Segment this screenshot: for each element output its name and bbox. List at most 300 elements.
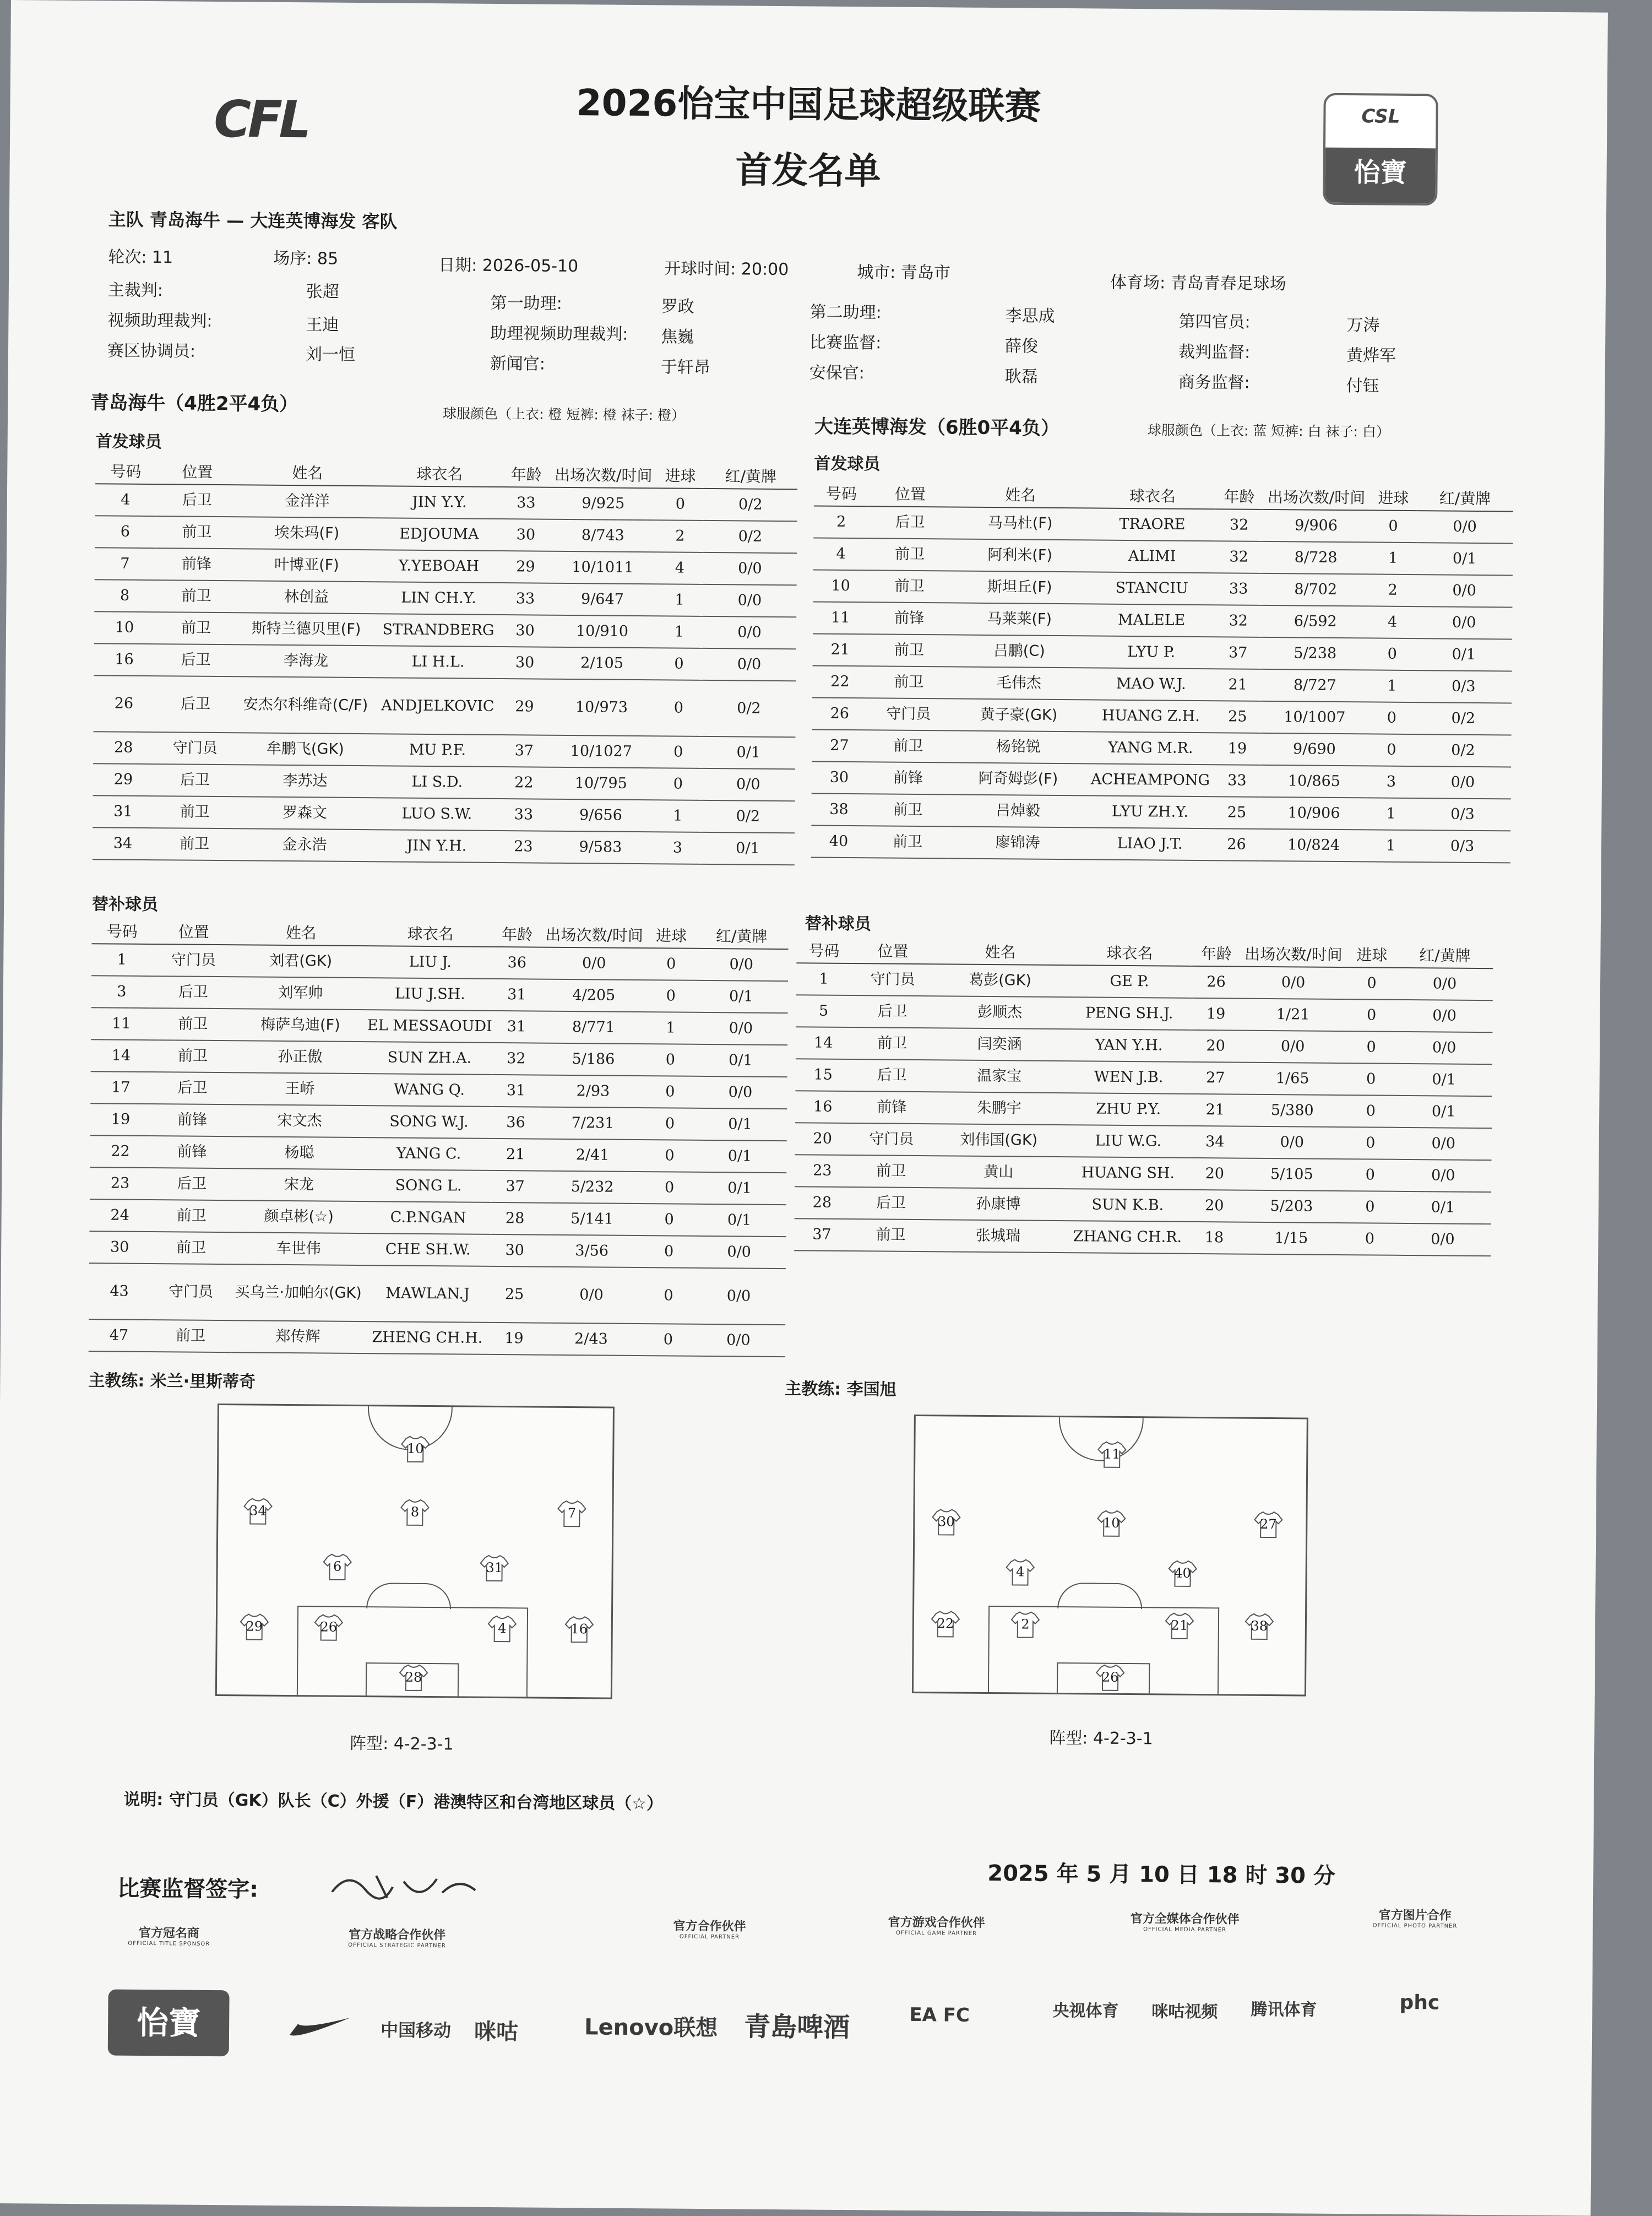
cell-number: 20	[795, 1123, 850, 1155]
cell-cards: 0/1	[701, 832, 795, 865]
cell-cards: 0/0	[692, 1268, 786, 1325]
cell-goals: 1	[1367, 798, 1414, 830]
cell-shirt-name: JIN Y.H.	[373, 830, 500, 863]
cell-appearances: 0/0	[1238, 1126, 1346, 1160]
jersey-icon	[1097, 1440, 1127, 1470]
player-row	[812, 665, 1512, 703]
official-value: 于轩昂	[660, 357, 710, 377]
cell-appearances: 4/205	[540, 979, 648, 1012]
cell-cards: 0/0	[703, 584, 796, 617]
player-row	[812, 729, 1511, 767]
cell-age: 20	[1192, 1030, 1239, 1063]
official-label: 商务监督:	[1178, 372, 1250, 393]
cell-goals: 0	[655, 680, 703, 736]
cell-appearances: 8/743	[549, 519, 656, 552]
cell-age: 29	[502, 551, 549, 583]
cell-goals: 0	[1346, 1127, 1395, 1160]
official-label: 第四官员:	[1178, 312, 1251, 332]
cell-appearances: 9/656	[547, 799, 654, 832]
player-row	[811, 825, 1510, 863]
cell-shirt-name: ZHENG CH.H.	[364, 1321, 491, 1354]
player-row	[90, 1167, 786, 1205]
sponsor-title-en: OFFICIAL PARTNER	[679, 1933, 740, 1941]
cell-position: 守门员	[867, 698, 950, 730]
cell-appearances: 9/925	[550, 487, 657, 521]
cell-appearances: 5/232	[539, 1171, 646, 1204]
cell-age: 34	[1192, 1126, 1238, 1158]
cell-name: 罗森文	[236, 797, 373, 830]
cell-goals: 0	[645, 1236, 692, 1268]
cell-number: 11	[91, 1007, 151, 1040]
cell-number: 16	[94, 643, 154, 676]
official-value: 李思成	[1005, 306, 1055, 326]
cell-number: 19	[90, 1103, 151, 1136]
penalty-arc	[366, 1583, 451, 1609]
cell-appearances: 1/15	[1237, 1222, 1345, 1255]
match-no: 场序: 85	[273, 248, 339, 269]
cell-name: 颜卓彬(☆)	[232, 1200, 365, 1233]
cell-position: 前卫	[868, 634, 950, 667]
col-position: 位置	[851, 938, 934, 964]
legend-note: 说明: 守门员（GK）队长（C）外援（F）港澳特区和台湾地区球员（☆）	[123, 1790, 664, 1814]
sponsor-title-en: OFFICIAL PHOTO PARTNER	[1372, 1922, 1458, 1930]
cell-position: 前锋	[150, 1136, 233, 1168]
cell-goals: 0	[1345, 1191, 1395, 1223]
cell-age: 20	[1191, 1158, 1238, 1190]
player-row	[89, 1319, 785, 1357]
official-value: 焦巍	[661, 327, 694, 347]
cell-cards: 0/2	[704, 489, 797, 521]
cell-name: 刘伟国(GK)	[933, 1124, 1065, 1157]
cell-name: 杨聪	[233, 1136, 365, 1169]
cell-position: 守门员	[851, 963, 934, 996]
away-subs-label: 替补球员	[805, 914, 872, 934]
cell-age: 30	[501, 647, 548, 679]
jersey-icon	[564, 1614, 594, 1644]
jersey-number: 28	[405, 1669, 422, 1685]
player-row	[94, 675, 796, 737]
cell-goals: 4	[656, 552, 703, 584]
col-appearances: 出场次数/时间	[1263, 484, 1370, 511]
cell-position: 前卫	[155, 516, 238, 549]
cell-age: 33	[1215, 573, 1262, 605]
cell-cards: 0/0	[692, 1236, 786, 1269]
cell-number: 26	[812, 697, 867, 730]
cell-cards: 0/1	[693, 1140, 786, 1173]
cell-position: 前卫	[155, 612, 237, 644]
cell-age: 21	[1214, 669, 1261, 701]
cell-cards: 0/0	[1396, 968, 1493, 1000]
cell-shirt-name: Y.YEBOAH	[376, 550, 502, 583]
cell-number: 22	[90, 1135, 150, 1168]
cell-appearances: 7/231	[539, 1107, 646, 1140]
col-name: 姓名	[238, 459, 376, 486]
cell-number: 2	[813, 506, 868, 538]
cell-goals: 0	[648, 948, 694, 980]
cell-number: 27	[812, 729, 867, 762]
cell-age: 26	[1193, 966, 1240, 999]
sponsor-title-cn: 官方冠名商	[138, 1926, 200, 1941]
cell-position: 前锋	[867, 762, 949, 794]
player-row	[90, 1135, 786, 1173]
page-subtitle: 首发名单	[735, 149, 881, 193]
cell-position: 前卫	[850, 1155, 932, 1188]
cell-shirt-name: ZHU P.Y.	[1065, 1093, 1192, 1126]
cell-goals: 1	[1370, 542, 1416, 575]
cell-shirt-name: ACHEAMPONG	[1087, 763, 1214, 797]
cell-age: 37	[501, 735, 547, 767]
cell-number: 4	[95, 484, 156, 516]
cell-goals: 0	[1345, 1223, 1394, 1255]
cell-cards: 0/0	[694, 949, 788, 981]
home-formation: 阵型: 4-2-3-1	[350, 1733, 454, 1754]
col-name: 姓名	[235, 919, 367, 946]
cell-number: 34	[93, 827, 153, 860]
cell-age: 19	[491, 1323, 537, 1355]
cell-position: 前卫	[866, 794, 949, 826]
official-label: 助理视频助理裁判:	[490, 323, 628, 344]
signature-label: 比赛监督签字:	[117, 1876, 259, 1903]
col-goals: 进球	[1347, 941, 1396, 968]
cell-name: 斯坦丘(F)	[950, 571, 1088, 604]
cell-number: 29	[93, 763, 154, 796]
cell-position: 前卫	[866, 826, 949, 858]
col-age: 年龄	[1216, 483, 1263, 510]
sponsor-logo-phc: phc	[1399, 1991, 1440, 2014]
cell-shirt-name: LIU W.G.	[1065, 1125, 1192, 1158]
player-row	[796, 1027, 1492, 1064]
official-label: 赛区协调员:	[107, 341, 196, 361]
col-shirt-name: 球衣名	[1066, 939, 1193, 966]
cell-goals: 2	[1369, 574, 1416, 606]
cell-number: 47	[89, 1319, 149, 1352]
cell-goals: 0	[648, 980, 694, 1012]
cell-age: 22	[501, 767, 547, 799]
csl-logo-text: CSL	[1361, 105, 1400, 128]
player-row	[95, 548, 797, 585]
jersey-number: 16	[570, 1621, 588, 1637]
cell-shirt-name: MU P.F.	[374, 734, 501, 767]
cell-shirt-name: JIN Y.Y.	[376, 486, 503, 519]
cell-shirt-name: GE P.	[1066, 965, 1193, 998]
cell-appearances: 10/795	[547, 767, 655, 800]
cell-cards: 0/0	[702, 648, 796, 681]
cell-name: 马莱莱(F)	[950, 603, 1088, 636]
cell-position: 后卫	[154, 676, 237, 733]
cell-position: 后卫	[152, 976, 235, 1009]
cell-age: 30	[502, 519, 549, 551]
cfl-logo: CFL	[213, 89, 308, 150]
official-label: 第二助理:	[809, 302, 882, 323]
cell-cards: 0/2	[1415, 734, 1511, 767]
csl-logo-brand: 怡寶	[1325, 148, 1436, 204]
cell-cards: 0/0	[692, 1324, 785, 1357]
cell-name: 孙康博	[932, 1188, 1064, 1221]
home-formation-pitch	[215, 1404, 615, 1699]
cell-shirt-name: LUO S.W.	[373, 798, 500, 831]
cell-number: 30	[89, 1231, 150, 1264]
away-coach: 主教练: 李国旭	[785, 1379, 896, 1400]
cell-name: 林创益	[237, 581, 375, 614]
player-row	[93, 827, 795, 865]
sponsor-logo-ea-fc: EA FC	[909, 2003, 970, 2027]
cell-goals: 0	[655, 648, 702, 680]
cell-name: 李海龙	[237, 644, 374, 678]
jersey-icon	[400, 1434, 430, 1464]
cell-number: 11	[813, 602, 868, 634]
swoosh-icon	[287, 2013, 353, 2041]
cell-appearances: 5/380	[1238, 1095, 1346, 1128]
sponsor-title	[1373, 1906, 1458, 1930]
cell-shirt-name: PENG SH.J.	[1066, 997, 1192, 1030]
cell-position: 后卫	[154, 764, 236, 797]
jersey-icon	[931, 1609, 960, 1639]
cell-goals: 0	[646, 1076, 693, 1108]
cell-position: 前卫	[868, 570, 950, 603]
jersey-icon	[557, 1499, 586, 1529]
jersey-number: 34	[249, 1503, 267, 1519]
cell-cards: 0/2	[701, 800, 795, 833]
cell-name: 斯特兰德贝里(F)	[237, 613, 375, 646]
sponsor-title-en: OFFICIAL STRATEGIC PARTNER	[348, 1942, 446, 1949]
cell-goals: 3	[654, 832, 701, 864]
cell-cards: 0/0	[703, 616, 796, 649]
cell-shirt-name: C.P.NGAN	[365, 1201, 491, 1234]
cell-cards: 0/3	[1414, 798, 1510, 831]
jersey-number: 10	[406, 1440, 424, 1456]
jersey-icon	[240, 1612, 269, 1641]
cell-name: 金永浩	[236, 828, 373, 862]
player-row	[813, 570, 1512, 607]
col-age: 年龄	[494, 921, 541, 947]
jersey-number: 8	[410, 1504, 420, 1520]
player-row	[93, 763, 795, 801]
jersey-icon	[399, 1663, 428, 1693]
cell-position: 后卫	[868, 506, 951, 539]
cell-goals: 1	[656, 616, 703, 648]
cell-cards: 0/0	[1395, 1128, 1492, 1160]
cell-cards: 0/0	[693, 1076, 787, 1109]
jersey-number: 21	[1171, 1617, 1188, 1633]
cell-goals: 4	[1369, 606, 1416, 638]
cell-number: 14	[796, 1027, 851, 1059]
cell-shirt-name: STRANDBERG	[375, 614, 502, 647]
cell-position: 前卫	[149, 1320, 232, 1352]
cell-number: 5	[796, 995, 851, 1027]
cell-age: 31	[493, 979, 540, 1011]
cell-appearances: 10/973	[548, 679, 656, 736]
cell-goals: 0	[1346, 1063, 1395, 1096]
cell-position: 前锋	[151, 1104, 233, 1136]
cell-shirt-name: SUN ZH.A.	[366, 1042, 493, 1075]
cell-shirt-name: WANG Q.	[366, 1074, 492, 1107]
cell-age: 37	[1215, 637, 1262, 669]
cell-name: 梅萨乌迪(F)	[234, 1009, 366, 1042]
away-kit-colors: 球服颜色（上衣: 蓝 短裤: 白 袜子: 白）	[1147, 422, 1390, 440]
player-row	[91, 944, 788, 981]
player-row	[813, 506, 1513, 543]
cell-name: 闫奕涵	[933, 1028, 1066, 1061]
cell-name: 阿利米(F)	[951, 539, 1089, 572]
cell-name: 吕焯毅	[949, 794, 1086, 827]
col-appearances: 出场次数/时间	[1240, 941, 1347, 968]
cell-appearances: 5/105	[1238, 1158, 1345, 1191]
player-row	[94, 643, 796, 681]
official-label: 比赛监督:	[809, 333, 882, 353]
jersey-number: 38	[1251, 1618, 1268, 1634]
cell-age: 31	[492, 1075, 539, 1107]
player-row	[796, 963, 1493, 1000]
jersey-icon	[479, 1553, 509, 1583]
cell-shirt-name: MAWLAN.J	[364, 1265, 491, 1323]
cell-number: 23	[90, 1167, 150, 1200]
sponsor-logo-lenovo: Lenovo联想	[584, 2014, 718, 2041]
cell-name: 牟鹏飞(GK)	[236, 733, 374, 766]
player-row	[796, 995, 1492, 1032]
cell-appearances: 9/690	[1260, 733, 1368, 766]
player-row	[811, 793, 1510, 831]
cell-cards: 0/1	[693, 1172, 786, 1205]
cell-appearances: 8/771	[540, 1011, 647, 1044]
cell-cards: 0/0	[1416, 511, 1513, 543]
player-row	[813, 633, 1512, 671]
cell-age: 21	[1192, 1094, 1238, 1126]
cell-age: 31	[493, 1011, 540, 1043]
cell-shirt-name: LIAO J.T.	[1086, 827, 1213, 860]
jersey-number: 7	[567, 1505, 577, 1521]
cell-appearances: 10/865	[1260, 765, 1368, 798]
cell-shirt-name: LI H.L.	[374, 646, 501, 679]
col-shirt-name: 球衣名	[1089, 482, 1216, 509]
cell-goals: 0	[1346, 999, 1396, 1032]
cell-age: 30	[502, 615, 548, 647]
jersey-icon	[1167, 1559, 1197, 1589]
player-row	[90, 1071, 787, 1109]
cell-age: 27	[1192, 1062, 1238, 1095]
cell-appearances: 10/1011	[549, 551, 656, 584]
col-appearances: 出场次数/时间	[541, 922, 648, 949]
cell-position: 前卫	[849, 1219, 932, 1251]
penalty-arc	[1057, 1583, 1142, 1609]
jersey-number: 6	[333, 1558, 342, 1574]
cell-shirt-name: SONG L.	[365, 1169, 492, 1202]
cell-position: 前卫	[153, 828, 236, 860]
col-number: 号码	[814, 480, 869, 506]
cell-age: 36	[493, 947, 540, 979]
cell-name: 阿奇姆彭(F)	[949, 762, 1087, 795]
cell-shirt-name: LIN CH.Y.	[375, 582, 502, 615]
official-label: 主裁判:	[107, 280, 164, 301]
cell-shirt-name: LIU J.	[367, 946, 493, 979]
sponsor-title-en: OFFICIAL MEDIA PARTNER	[1143, 1926, 1226, 1933]
cell-position: 前卫	[153, 796, 236, 828]
cell-name: 安杰尔科维奇(C/F)	[237, 676, 375, 734]
jersey-icon	[1245, 1612, 1274, 1641]
sponsor-title-cn: 官方图片合作	[1378, 1908, 1452, 1923]
cell-cards: 0/2	[703, 521, 797, 553]
away-starters-table	[811, 480, 1513, 863]
sponsor-logo-china-mobile: 中国移动	[380, 2019, 452, 2041]
cell-cards: 0/1	[692, 1204, 786, 1237]
official-label: 视频助理裁判:	[107, 311, 213, 331]
sponsor-title-cn: 官方游戏合作伙伴	[888, 1915, 985, 1930]
round: 轮次: 11	[108, 247, 173, 268]
cell-number: 10	[813, 570, 868, 602]
jersey-number: 2	[1021, 1616, 1030, 1632]
player-row	[91, 976, 788, 1013]
player-row	[813, 538, 1513, 575]
cell-cards: 0/2	[1415, 702, 1512, 735]
cell-number: 38	[811, 793, 866, 826]
cell-age: 21	[492, 1139, 539, 1171]
player-row	[795, 1059, 1492, 1096]
jersey-number: 4	[1015, 1564, 1025, 1580]
player-row	[95, 484, 797, 521]
home-team-name: 青岛海牛（4胜2平4负）	[90, 392, 298, 416]
cell-goals: 0	[645, 1324, 692, 1356]
cell-age: 32	[1215, 541, 1262, 573]
cell-appearances: 1/65	[1238, 1063, 1346, 1096]
col-position: 位置	[156, 458, 238, 485]
cell-appearances: 2/43	[537, 1323, 645, 1356]
jersey-number: 4	[498, 1621, 507, 1637]
cell-age: 33	[1214, 765, 1260, 797]
cell-cards: 0/3	[1414, 830, 1510, 863]
cell-goals: 0	[1347, 967, 1396, 1000]
jersey-number: 26	[1101, 1669, 1119, 1685]
home-starters-label: 首发球员	[95, 432, 162, 452]
cell-cards: 0/3	[1415, 670, 1512, 703]
cell-goals: 0	[646, 1172, 693, 1204]
cell-number: 14	[91, 1039, 151, 1072]
cell-goals: 0	[1346, 1095, 1395, 1128]
cell-appearances: 9/583	[547, 831, 654, 864]
cell-goals: 0	[655, 768, 702, 800]
cell-age: 30	[491, 1234, 538, 1267]
sponsor-title-cn: 官方合作伙伴	[673, 1919, 746, 1934]
cell-number: 4	[813, 538, 868, 570]
cell-name: 黄子豪(GK)	[950, 698, 1088, 732]
home-coach: 主教练: 米兰·里斯蒂奇	[88, 1371, 256, 1392]
cell-position: 前锋	[155, 548, 238, 581]
col-cards: 红/黄牌	[1417, 485, 1513, 511]
cell-position: 前锋	[868, 602, 950, 635]
player-row	[93, 795, 795, 833]
player-row	[93, 732, 795, 769]
cell-cards: 0/0	[702, 768, 795, 801]
cell-name: 宋龙	[233, 1168, 365, 1201]
jersey-icon	[931, 1507, 961, 1537]
cell-goals: 0	[647, 1044, 694, 1076]
cell-name: 毛伟杰	[950, 667, 1088, 700]
cell-goals: 0	[645, 1267, 692, 1324]
jersey-icon	[400, 1498, 430, 1527]
cell-shirt-name: LYU ZH.Y.	[1086, 795, 1213, 828]
cell-number: 16	[795, 1091, 850, 1123]
jersey-number: 11	[1103, 1446, 1121, 1462]
signature-timestamp: 2025 年 5 月 10 日 18 时 30 分	[987, 1861, 1335, 1889]
cell-cards: 0/0	[1416, 575, 1512, 607]
cell-name: 买乌兰·加帕尔(GK)	[232, 1264, 365, 1321]
cell-name: 车世伟	[232, 1232, 365, 1265]
cell-cards: 0/1	[702, 736, 795, 769]
cell-cards: 0/1	[693, 1108, 787, 1141]
cell-position: 前卫	[867, 730, 949, 762]
city: 城市: 青岛市	[857, 263, 950, 283]
cell-position: 守门员	[149, 1264, 232, 1320]
cell-age: 28	[491, 1202, 538, 1235]
cell-goals: 0	[1368, 702, 1415, 734]
